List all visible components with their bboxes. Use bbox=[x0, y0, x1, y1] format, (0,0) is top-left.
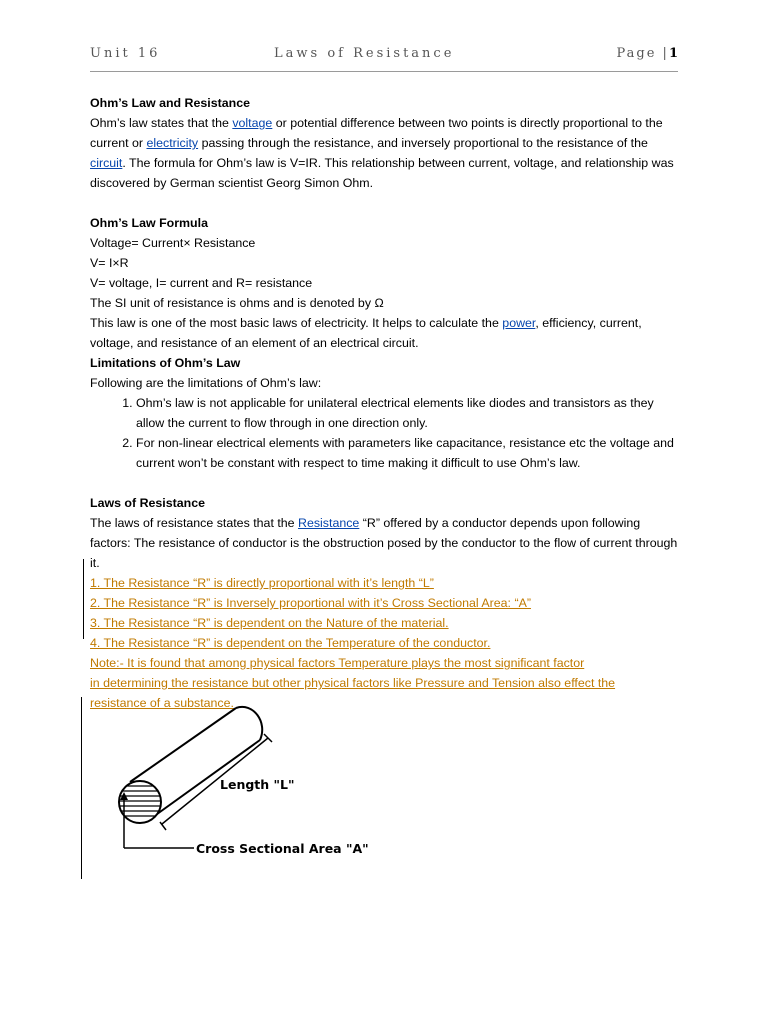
header-title: Laws of Resistance bbox=[274, 46, 455, 61]
header-page bbox=[617, 46, 679, 61]
conductor-illustration bbox=[108, 700, 408, 870]
header-rule bbox=[90, 71, 678, 72]
header-page-label: Page | bbox=[616, 46, 669, 61]
cross-section-hatching bbox=[116, 786, 164, 816]
change-bar bbox=[81, 697, 82, 879]
laws-paragraph bbox=[90, 513, 680, 573]
cross-section-circle bbox=[119, 781, 161, 823]
note-line: Note:- It is found that among physical factors Temperature plays the most significant factor bbox=[90, 656, 585, 670]
link-voltage[interactable]: voltage bbox=[232, 116, 273, 130]
law-item-1: 1. The Resistance “R” is directly proportional with it’s length “L” bbox=[90, 576, 434, 590]
list-item: 2. For non-linear electrical elements with parameters like capacitance, resistance etc the voltage and current won’t be constant with respect to time making it difficult to use Ohm’s law. bbox=[136, 433, 680, 473]
limitations-intro: Following are the limitations of Ohm’s law: bbox=[90, 376, 322, 390]
text: This law is one of the most basic laws of electricity. It helps to calculate the bbox=[90, 316, 499, 330]
section-heading-formula: Ohm’s Law Formula bbox=[90, 216, 208, 230]
text: or potential difference between two points is directly proportional to the current or bbox=[90, 116, 663, 150]
length-label: Length "L" bbox=[220, 777, 295, 792]
link-resistance[interactable]: Resistance bbox=[298, 516, 360, 530]
formula-line: V= I×R bbox=[90, 256, 129, 270]
formula-line: Voltage= Current× Resistance bbox=[90, 236, 256, 250]
header-page-number: 1 bbox=[668, 46, 678, 61]
limitations-list bbox=[90, 393, 680, 473]
area-label: Cross Sectional Area "A" bbox=[196, 841, 369, 856]
law-item-3: 3. The Resistance “R” is dependent on the Nature of the material. bbox=[90, 616, 449, 630]
conductor-diagram bbox=[108, 700, 408, 870]
header-unit: Unit 16 bbox=[90, 46, 161, 61]
section-heading-limitations: Limitations of Ohm’s Law bbox=[90, 356, 241, 370]
text: . The formula for Ohm’s law is V=IR. This relationship between current, voltage, and relationship was discovered by German scientist Georg Simon Ohm. bbox=[90, 156, 674, 190]
note-line: in determining the resistance but other physical factors like Pressure and Tension also effect the bbox=[90, 676, 616, 690]
text: Ohm’s law states that the bbox=[90, 116, 229, 130]
cylinder-top-edge bbox=[130, 708, 236, 782]
page-header bbox=[90, 46, 678, 66]
formula-line: V= voltage, I= current and R= resistance bbox=[90, 276, 313, 290]
link-electricity[interactable]: electricity bbox=[146, 136, 199, 150]
cylinder-far-end bbox=[236, 707, 262, 740]
law-item-4: 4. The Resistance “R” is dependent on the Temperature of the conductor. bbox=[90, 636, 491, 650]
document-body bbox=[90, 93, 680, 713]
section-heading-laws: Laws of Resistance bbox=[90, 496, 206, 510]
ohms-law-paragraph bbox=[90, 113, 680, 193]
note-line: resistance of a substance. bbox=[90, 696, 234, 710]
law-item-2: 2. The Resistance “R” is Inversely proportional with it’s Cross Sectional Area: “A” bbox=[90, 596, 531, 610]
formula-line: The SI unit of resistance is ohms and is denoted by Ω bbox=[90, 296, 384, 310]
text: “R” offered by a conductor depends upon following factors: The resistance of conductor is the obstruction posed by the conductor to the flow of current through it. bbox=[90, 516, 678, 570]
list-item: 1. Ohm’s law is not applicable for unilateral electrical elements like diodes and transistors as they allow the current to flow through in one direction only. bbox=[136, 393, 680, 433]
text: The laws of resistance states that the bbox=[90, 516, 295, 530]
text: passing through the resistance, and inversely proportional to the resistance of the bbox=[201, 136, 648, 150]
formula-paragraph bbox=[90, 313, 680, 353]
text: , efficiency, current, voltage, and resistance of an element of an electrical circuit. bbox=[90, 316, 642, 350]
link-circuit[interactable]: circuit bbox=[90, 156, 123, 170]
change-bar bbox=[83, 559, 84, 639]
section-heading-ohms-law: Ohm’s Law and Resistance bbox=[90, 96, 250, 110]
link-power[interactable]: power bbox=[502, 316, 536, 330]
